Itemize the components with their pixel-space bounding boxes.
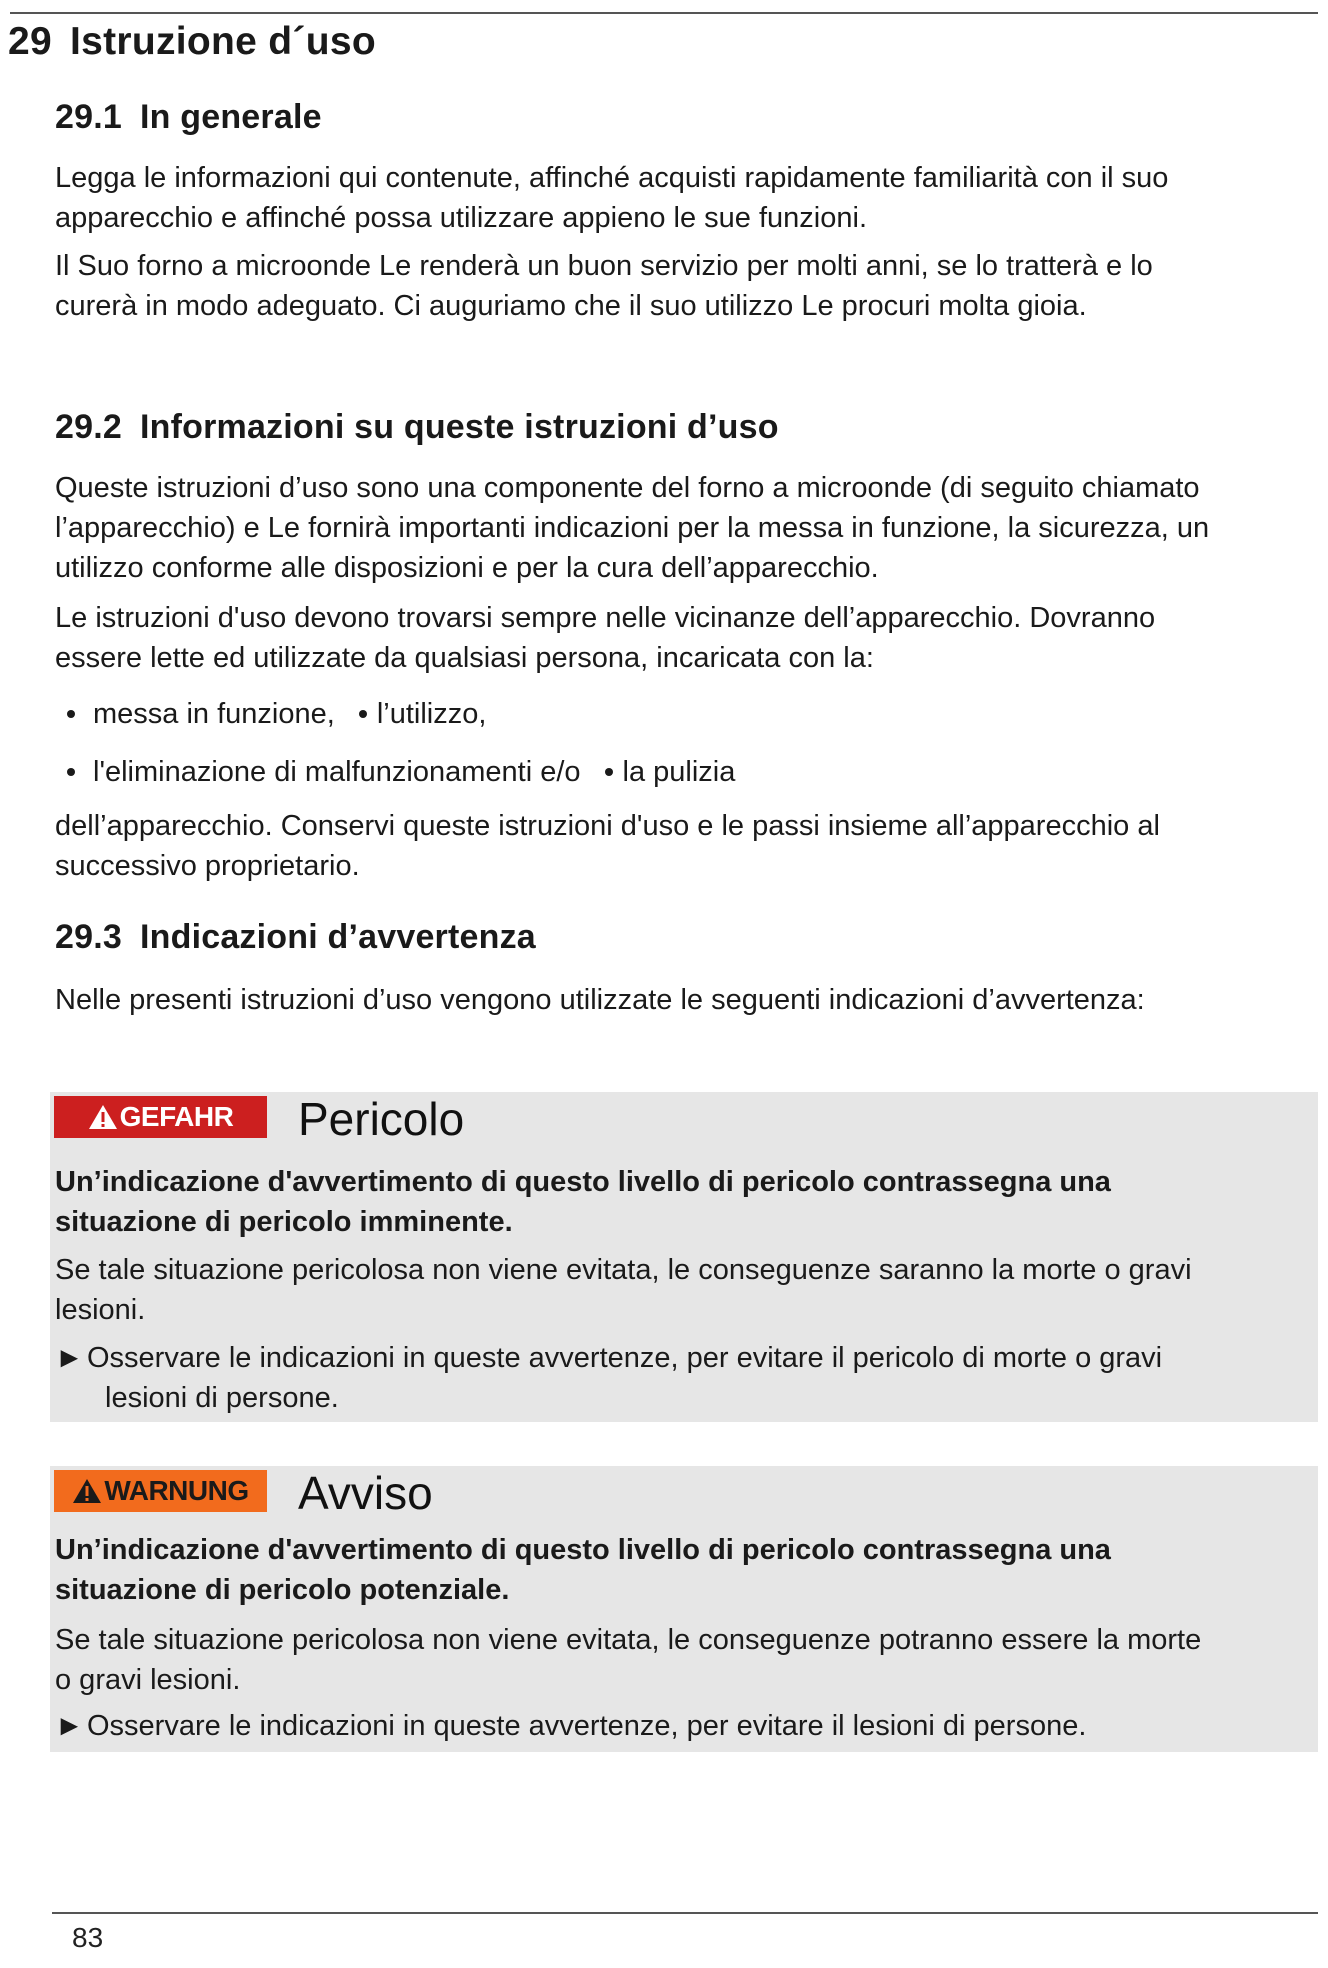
page-number: 83 (72, 1922, 104, 1953)
text-line: utilizzo conforme alle disposizioni e per la cura dell’apparecchio. (55, 552, 879, 584)
warning-notice (50, 1466, 1318, 1752)
danger-title: Pericolo (298, 1093, 465, 1145)
danger-action (55, 1338, 1305, 1418)
text-line: Se tale situazione pericolosa non viene evitata, le conseguenze potranno essere la morte (55, 1624, 1202, 1656)
bullet-row (55, 694, 1305, 734)
section-29-2-paragraph-3 (55, 806, 1325, 886)
text-line: lesioni. (55, 1294, 146, 1326)
text-line: dell’apparecchio. Conservi queste istruzioni d'uso e le passi insieme all’apparecchio al (55, 810, 1160, 842)
warning-badge (54, 1470, 267, 1512)
section-number: 29.2 (55, 408, 122, 446)
text-line: situazione di pericolo potenziale. (55, 1574, 510, 1606)
bottom-rule (52, 1912, 1318, 1914)
chapter-heading (8, 20, 376, 64)
danger-badge-label: GEFAHR (119, 1101, 234, 1132)
section-title: In generale (139, 98, 322, 136)
bullet-list (55, 752, 1305, 792)
bullet-dot (605, 768, 613, 776)
section-29-2-paragraph-1 (55, 468, 1325, 588)
bullet-row (55, 752, 1305, 792)
text-line: Le istruzioni d'uso devono trovarsi sempre nelle vicinanze dell’apparecchio. Dovranno (55, 602, 1156, 634)
section-29-1-paragraph-2 (55, 246, 1325, 326)
text-line: Nelle presenti istruzioni d’uso vengono utilizzate le seguenti indicazioni d’avvertenza: (55, 984, 1145, 1016)
warning-title: Avviso (298, 1467, 433, 1519)
top-rule (10, 12, 1318, 14)
section-29-2-paragraph-2 (55, 598, 1325, 678)
bullet-dot (67, 768, 75, 776)
section-29-1-heading (55, 98, 322, 137)
text-line: curerà in modo adeguato. Ci auguriamo che il suo utilizzo Le procuri molta gioia. (55, 290, 1087, 322)
list-item: l'eliminazione di malfunzionamenti e/o (55, 756, 581, 789)
text-line: Queste istruzioni d’uso sono una componente del forno a microonde (di seguito chiamato (55, 472, 1200, 504)
text-line: Un’indicazione d'avvertimento di questo livello di pericolo contrassegna una (55, 1534, 1111, 1566)
chapter-title: Istruzione d´uso (69, 20, 376, 63)
warning-action (55, 1706, 1305, 1746)
text-line: Osservare le indicazioni in queste avvertenze, per evitare il lesioni di persone. (87, 1710, 1087, 1742)
bullet-dot (359, 710, 367, 718)
danger-summary (55, 1162, 1305, 1242)
text-line: apparecchio e affinché possa utilizzare appieno le sue funzioni. (55, 202, 867, 234)
warning-triangle-icon (72, 1478, 102, 1504)
section-title: Indicazioni d’avvertenza (139, 918, 536, 956)
danger-badge (54, 1096, 267, 1138)
section-29-3-heading (55, 918, 536, 957)
section-29-1-paragraph-1 (55, 158, 1325, 238)
arrow-right-icon: ► (55, 1710, 84, 1742)
text-line: Il Suo forno a microonde Le renderà un buon servizio per molti anni, se lo tratterà e lo (55, 250, 1153, 282)
bullet-dot (67, 710, 75, 718)
section-number: 29.3 (55, 918, 122, 956)
chapter-number: 29 (8, 20, 52, 63)
warning-badge-label: WARNUNG (104, 1475, 249, 1506)
text-line: lesioni di persone. (105, 1382, 339, 1414)
list-item: l’utilizzo, (355, 698, 487, 731)
warning-triangle-icon (88, 1104, 118, 1130)
text-line: o gravi lesioni. (55, 1664, 241, 1696)
text-line: Legga le informazioni qui contenute, affinché acquisti rapidamente familiarità con il suo (55, 162, 1169, 194)
section-number: 29.1 (55, 98, 122, 136)
text-line: situazione di pericolo imminente. (55, 1206, 513, 1238)
warning-consequence (55, 1620, 1305, 1700)
danger-notice (50, 1092, 1318, 1422)
danger-consequence (55, 1250, 1305, 1330)
arrow-right-icon: ► (55, 1342, 84, 1374)
text-line: l’apparecchio) e Le fornirà importanti indicazioni per la messa in funzione, la sicurezza, un (55, 512, 1210, 544)
text-line: Osservare le indicazioni in queste avvertenze, per evitare il pericolo di morte o gravi (87, 1342, 1163, 1374)
section-title: Informazioni su queste istruzioni d’uso (139, 408, 779, 446)
section-29-3-intro (55, 980, 1325, 1020)
text-line: Se tale situazione pericolosa non viene evitata, le conseguenze saranno la morte o gravi (55, 1254, 1192, 1286)
text-line: essere lette ed utilizzate da qualsiasi persona, incaricata con la: (55, 642, 874, 674)
text-line: Un’indicazione d'avvertimento di questo livello di pericolo contrassegna una (55, 1166, 1111, 1198)
text-line: successivo proprietario. (55, 850, 360, 882)
bullet-list (55, 694, 1305, 734)
warning-summary (55, 1530, 1305, 1610)
list-item: la pulizia (601, 756, 736, 789)
section-29-2-heading (55, 408, 779, 447)
list-item: messa in funzione, (55, 698, 335, 731)
